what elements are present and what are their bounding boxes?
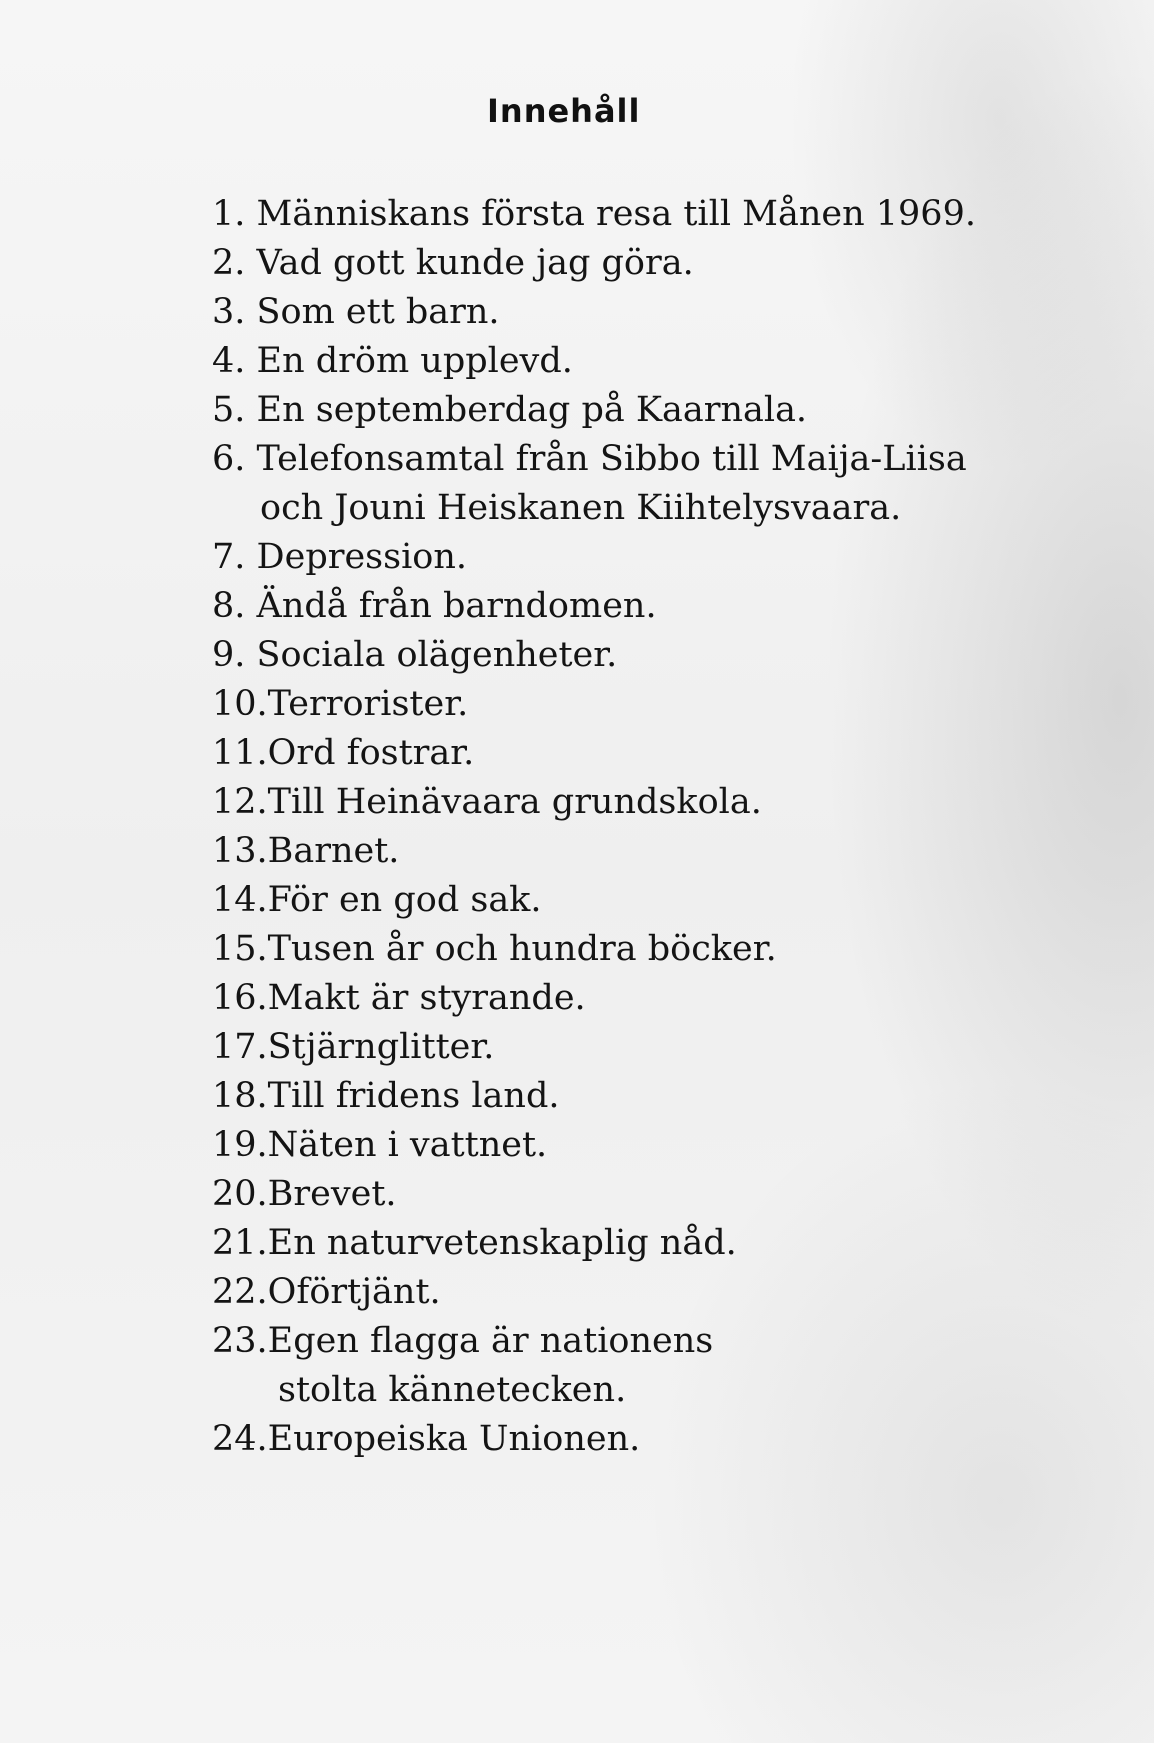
- entry-title: Till fridens land.: [267, 1076, 560, 1116]
- entry-number: 13.: [212, 831, 268, 871]
- entry-number: 23.: [212, 1321, 268, 1361]
- toc-entry-20: [212, 1170, 976, 1219]
- entry-title-continuation: stolta kännetecken.: [278, 1370, 627, 1410]
- toc-entry-5: [212, 386, 976, 435]
- toc-entry-19: [212, 1121, 976, 1170]
- entry-number: 18.: [212, 1076, 268, 1116]
- entry-number: 14.: [212, 880, 268, 920]
- entry-title: Brevet.: [267, 1174, 397, 1214]
- entry-number: 24.: [212, 1419, 268, 1459]
- entry-title: Som ett barn.: [256, 292, 500, 332]
- entry-title: Ord fostrar.: [267, 733, 475, 773]
- entry-title: Barnet.: [267, 831, 400, 871]
- toc-entry-9: [212, 631, 976, 680]
- entry-number: 2.: [212, 243, 246, 283]
- entry-title: För en god sak.: [267, 880, 542, 920]
- entry-number: 3.: [212, 292, 246, 332]
- entry-title: Depression.: [256, 537, 468, 577]
- entry-title: Näten i vattnet.: [267, 1125, 548, 1165]
- entry-number: 11.: [212, 733, 268, 773]
- entry-title: Vad gott kunde jag göra.: [256, 243, 694, 283]
- entry-title: Ändå från barndomen.: [256, 586, 657, 626]
- toc-entry-23: [212, 1317, 976, 1415]
- entry-number: 15.: [212, 929, 268, 969]
- entry-title: Europeiska Unionen.: [267, 1419, 641, 1459]
- toc-entry-1: [212, 190, 976, 239]
- entry-number: 8.: [212, 586, 246, 626]
- toc-entry-7: [212, 533, 976, 582]
- entry-number: 6.: [212, 439, 246, 479]
- table-of-contents: [212, 190, 976, 1464]
- entry-title: Tusen år och hundra böcker.: [267, 929, 777, 969]
- entry-number: 10.: [212, 684, 268, 724]
- toc-entry-2: [212, 239, 976, 288]
- entry-title-continuation: och Jouni Heiskanen Kiihtelysvaara.: [260, 488, 902, 528]
- toc-entry-4: [212, 337, 976, 386]
- toc-entry-8: [212, 582, 976, 631]
- toc-entry-18: [212, 1072, 976, 1121]
- entry-number: 5.: [212, 390, 246, 430]
- entry-title: Terrorister.: [267, 684, 469, 724]
- entry-number: 22.: [212, 1272, 268, 1312]
- entry-number: 7.: [212, 537, 246, 577]
- entry-title: En septemberdag på Kaarnala.: [256, 390, 808, 430]
- toc-entry-12: [212, 778, 976, 827]
- entry-title: Makt är styrande.: [267, 978, 586, 1018]
- entry-number: 4.: [212, 341, 246, 381]
- entry-title: Stjärnglitter.: [267, 1027, 495, 1067]
- toc-entry-21: [212, 1219, 976, 1268]
- entry-title: En naturvetenskaplig nåd.: [267, 1223, 737, 1263]
- entry-title: Telefonsamtal från Sibbo till Maija-Liisa: [256, 439, 967, 479]
- entry-title: Sociala olägenheter.: [256, 635, 618, 675]
- toc-entry-3: [212, 288, 976, 337]
- toc-entry-10: [212, 680, 976, 729]
- toc-entry-14: [212, 876, 976, 925]
- toc-entry-22: [212, 1268, 976, 1317]
- entry-number: 17.: [212, 1027, 268, 1067]
- entry-number: 9.: [212, 635, 246, 675]
- entry-number: 12.: [212, 782, 268, 822]
- entry-title: Egen flagga är nationens: [267, 1321, 714, 1361]
- toc-entry-15: [212, 925, 976, 974]
- entry-number: 20.: [212, 1174, 268, 1214]
- toc-entry-13: [212, 827, 976, 876]
- toc-entry-24: [212, 1415, 976, 1464]
- entry-number: 19.: [212, 1125, 268, 1165]
- page-title: Innehåll: [487, 92, 641, 130]
- entry-title: Oförtjänt.: [267, 1272, 441, 1312]
- toc-entry-17: [212, 1023, 976, 1072]
- entry-number: 1.: [212, 194, 246, 234]
- entry-title: Till Heinävaara grundskola.: [267, 782, 762, 822]
- entry-title: Människans första resa till Månen 1969.: [256, 194, 976, 234]
- entry-number: 21.: [212, 1223, 268, 1263]
- toc-entry-11: [212, 729, 976, 778]
- entry-title: En dröm upplevd.: [256, 341, 573, 381]
- toc-entry-6: [212, 435, 976, 533]
- toc-entry-16: [212, 974, 976, 1023]
- entry-number: 16.: [212, 978, 268, 1018]
